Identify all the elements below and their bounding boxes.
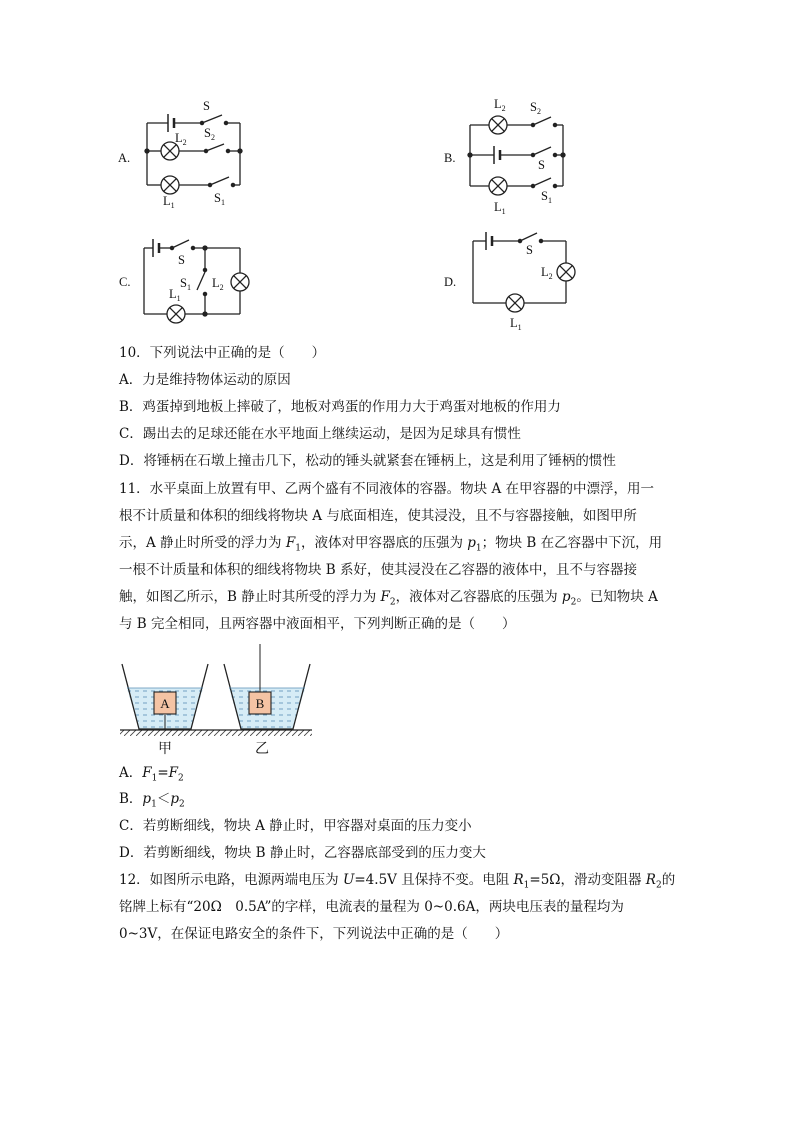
q10-option-c: C．踢出去的足球还能在水平地面上继续运动，是因为足球具有惯性 [119, 426, 521, 442]
block-a-label: A [160, 696, 170, 711]
option-c-label: C. [119, 275, 131, 289]
c-lamp-l1: $L_1$ [169, 287, 181, 303]
q11-option-c: C．若剪断细线，物块 A 静止时，甲容器对桌面的压力变小 [119, 818, 472, 834]
q9-circuit-options [0, 0, 794, 340]
c-switch-s1: $S_1$ [180, 276, 191, 292]
d-lamp-l1: $L_1$ [510, 316, 522, 332]
q12-line-1: 12．如图所示电路，电源两端电压为 U=4.5V 且保持不变。电阻 $R_1=5\Omega$，滑动变阻器 $R_2$的 [119, 872, 676, 891]
q11-option-b: B．$p_1<p_2$ [119, 791, 185, 810]
circuit-b [468, 116, 565, 195]
q11-option-d: D．若剪断细线，物块 B 静止时，乙容器底部受到的压力变大 [119, 845, 486, 861]
a-switch-s: S [203, 99, 210, 113]
a-lamp-l1: $L_1$ [163, 194, 175, 210]
q10-option-d: D．将锤柄在石墩上撞击几下，松动的锤头就紧套在锤柄上，这是利用了锤柄的惯性 [119, 453, 616, 469]
b-lamp-l1: $L_1$ [494, 200, 506, 216]
q12-line-3: 0~3V，在保证电路安全的条件下，下列说法中正确的是（ ） [119, 926, 509, 942]
b-switch-s2: $S_2$ [530, 100, 541, 116]
d-switch-s: S [526, 243, 533, 257]
circuit-labels [118, 97, 553, 332]
q12-line-2: 铭牌上标有“20Ω 0.5A”的字样，电流表的量程为 0~0.6A，两块电压表的量程均为 [119, 899, 624, 915]
table-surface [120, 730, 312, 736]
q10-stem: 10．下列说法中正确的是（ ） [119, 345, 326, 361]
caption-yi: 乙 [255, 742, 269, 757]
option-d-label: D. [444, 275, 457, 289]
option-a-label: A. [118, 151, 131, 165]
c-lamp-l2: $L_2$ [212, 276, 224, 292]
a-switch-s2: $S_2$ [204, 126, 215, 142]
q11-line-1: 11．水平桌面上放置有甲、乙两个盛有不同液体的容器。物块 A 在甲容器的中漂浮，用一 [119, 481, 655, 497]
circuit-d [473, 232, 575, 312]
a-lamp-l2: $L_2$ [175, 131, 187, 147]
b-switch-s: S [538, 158, 545, 172]
circuit-c [144, 239, 249, 323]
q11-container-figure [118, 640, 318, 762]
b-lamp-l2: $L_2$ [494, 97, 506, 113]
q11-line-2: 根不计质量和体积的细线将物块 A 与底面相连，使其浸没，且不与容器接触，如图甲所 [119, 508, 637, 524]
a-switch-s1: $S_1$ [214, 191, 225, 207]
b-switch-s1: $S_1$ [541, 189, 552, 205]
d-lamp-l2: $L_2$ [541, 265, 553, 281]
container-jia [122, 664, 208, 729]
container-yi [224, 644, 310, 729]
q11-line-3: 示，A 静止时所受的浮力为 $F_1$，液体对甲容器底的压强为 $p_1$；物块 B 在乙容器中下沉，用 [119, 535, 663, 554]
q10-option-b: B．鸡蛋掉到地板上摔破了，地板对鸡蛋的作用力大于鸡蛋对地板的作用力 [119, 399, 561, 415]
circuit-a [145, 114, 242, 194]
q10-option-a: A．力是维持物体运动的原因 [119, 372, 291, 388]
q11-line-6: 与 B 完全相同，且两容器中液面相平，下列判断正确的是（ ） [119, 616, 516, 632]
q11-option-a: A．$F_1=F_2$ [119, 765, 184, 784]
q11-line-4: 一根不计质量和体积的细线将物块 B 系好，使其浸没在乙容器的液体中，且不与容器接 [119, 562, 638, 578]
caption-jia: 甲 [158, 742, 172, 757]
q11-line-5: 触，如图乙所示，B 静止时其所受的浮力为 $F_2$，液体对乙容器底的压强为 $p_2$。已知物块 A [119, 589, 658, 608]
c-switch-s: S [178, 253, 185, 267]
block-b-label: B [255, 696, 265, 711]
option-b-label: B. [444, 151, 456, 165]
